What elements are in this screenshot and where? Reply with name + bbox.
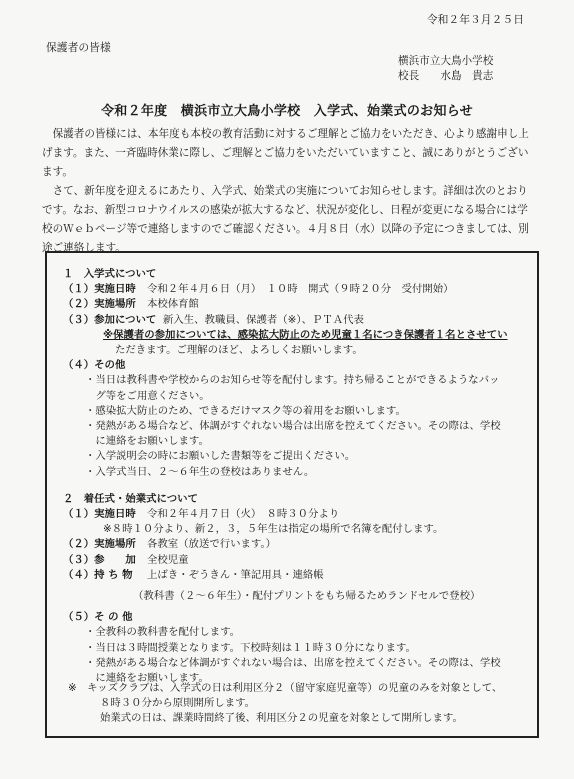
details-content [63,267,529,686]
section1-heading: １ 入学式について [63,268,157,280]
section1-item3-value: 新入生、教職員、保護者（※）、ＰＴＡ代表 [163,313,364,326]
section2-item4-label: （４）持 ち 物 [63,568,133,581]
footnote-line2: ８時３０分から原則開所します。 [100,697,256,710]
section1-item1-label: （１）実施日時 [63,283,136,296]
principal-name: 校長 水島 貴志 [398,70,494,82]
section1-item3-note-line1: ※保護者の参加については、感染拡大防止のため児童１名につき保護者１名とさせてい [103,328,508,341]
footnote [68,681,502,727]
section2-bullet: ・全教科の教科書を配付します。 [85,626,241,639]
section2-bullet: に連絡をお願いします。 [85,672,209,685]
section1-bullet: ・発熱がある場合など、体調がすぐれない場合は出席を控えてください。その際は、学校 [85,420,501,433]
section2-item3-label: （３）参 加 [63,553,136,566]
section1-bullet: に連絡をお願いします。 [85,435,209,448]
section2-item4-note: （教科書（２～６年生）・配付プリントをもち帰るためランドセルで登校） [133,590,481,603]
document-title: 令和２年度 横浜市立大鳥小学校 入学式、始業式のお知らせ [100,104,473,119]
section2-item2-label: （２）実施場所 [63,538,136,551]
section1-item3 [63,313,529,328]
section1-item3-label: （３）参加について [63,313,157,326]
section1-item1-value: 令和２年４月６日（月） １０時 開式（９時２０分 受付開始） [147,283,454,296]
section2-bullet: ・当日は３時間授業となります。下校時刻は１１時３０分になります。 [85,641,416,654]
section2-item2-value: 各教室（放送で行います。） [147,538,277,551]
section1-bullet: グ等をご用意ください。 [85,389,210,402]
section1-item1 [63,282,529,297]
section1-item2-label: （２）実施場所 [63,298,136,311]
section1-item4-label: （４）その他 [63,359,126,372]
details-box [45,251,539,738]
document-date: 令和２年３月２５日 [426,13,524,26]
section2-item4-value: 上ばき・ぞうきん・筆記用具・連絡帳 [147,568,324,581]
section2-item3 [63,553,529,568]
section2-item1-note: ※８時１０分より、新２，３，５年生は指定の場所で名簿を配付します。 [103,523,444,536]
section1-bullet: ・入学説明会の時にお願いした書類等をご提出ください。 [85,450,356,463]
intro-text [42,125,538,258]
school-name: 横浜市立大鳥小学校 [398,55,494,67]
section1-bullet: ・感染拡大防止のため、できるだけマスク等の着用をお願いします。 [85,404,406,417]
footnote-line1: ※ キッズクラブは、入学式の日は利用区分２（留守家庭児童等）の児童のみを対象として、 [68,682,503,694]
section2-bullet: ・発熱がある場合など体調がすぐれない場合は、出席を控えてください。その際は、学校 [85,656,501,669]
section2-item2 [63,537,529,552]
section2-item1-value: 令和２年４月７日（火） ８時３０分より [147,508,340,521]
section1-item2-value: 本校体育館 [147,298,199,311]
section2-item3-value: 全校児童 [147,553,189,566]
section2-item5-label: （５）そ の 他 [63,611,133,624]
section2-item4 [63,568,529,583]
section1-bullet: ・当日は教科書や学校からのお知らせ等を配付します。持ち帰ることができるようなバッ [85,374,500,387]
intro-paragraph-1: 保護者の皆様には、本年度も本校の教育活動に対するご理解とご協力をいただき、心より感謝申し上げます。また、一斉臨時休業に際し、ご理解とご協力をいただいていますこと、誠にありがとうございます。 [42,128,529,178]
footnote-line3: 始業式の日は、課業時間終了後、利用区分２の児童を対象として開所します。 [100,712,463,725]
section2-item1 [63,507,529,522]
recipient: 保護者の皆様 [46,41,111,54]
section2-item1-label: （１）実施日時 [63,508,136,521]
section1-bullet: ・入学式当日、２～６年生の登校はありません。 [85,465,315,478]
intro-paragraph-2: さて、新年度を迎えるにあたり、入学式、始業式の実施についてお知らせします。詳細は次のとおりです。なお、新型コロナウイルスの感染が拡大するなど、状況が変化し、日程が変更になる場合には学校のＷｅｂページ等で連絡しますのでご確認ください。４月８日（水）以降の予定につきましては、別途ご連絡します。 [42,185,529,254]
section1-item3-note-line2: ただきます。ご理解のほど、よろしくお願いします。 [115,344,363,357]
section1-item2 [63,297,529,312]
sender-block [398,54,493,84]
section2-heading: ２ 着任式・始業式について [63,492,198,505]
